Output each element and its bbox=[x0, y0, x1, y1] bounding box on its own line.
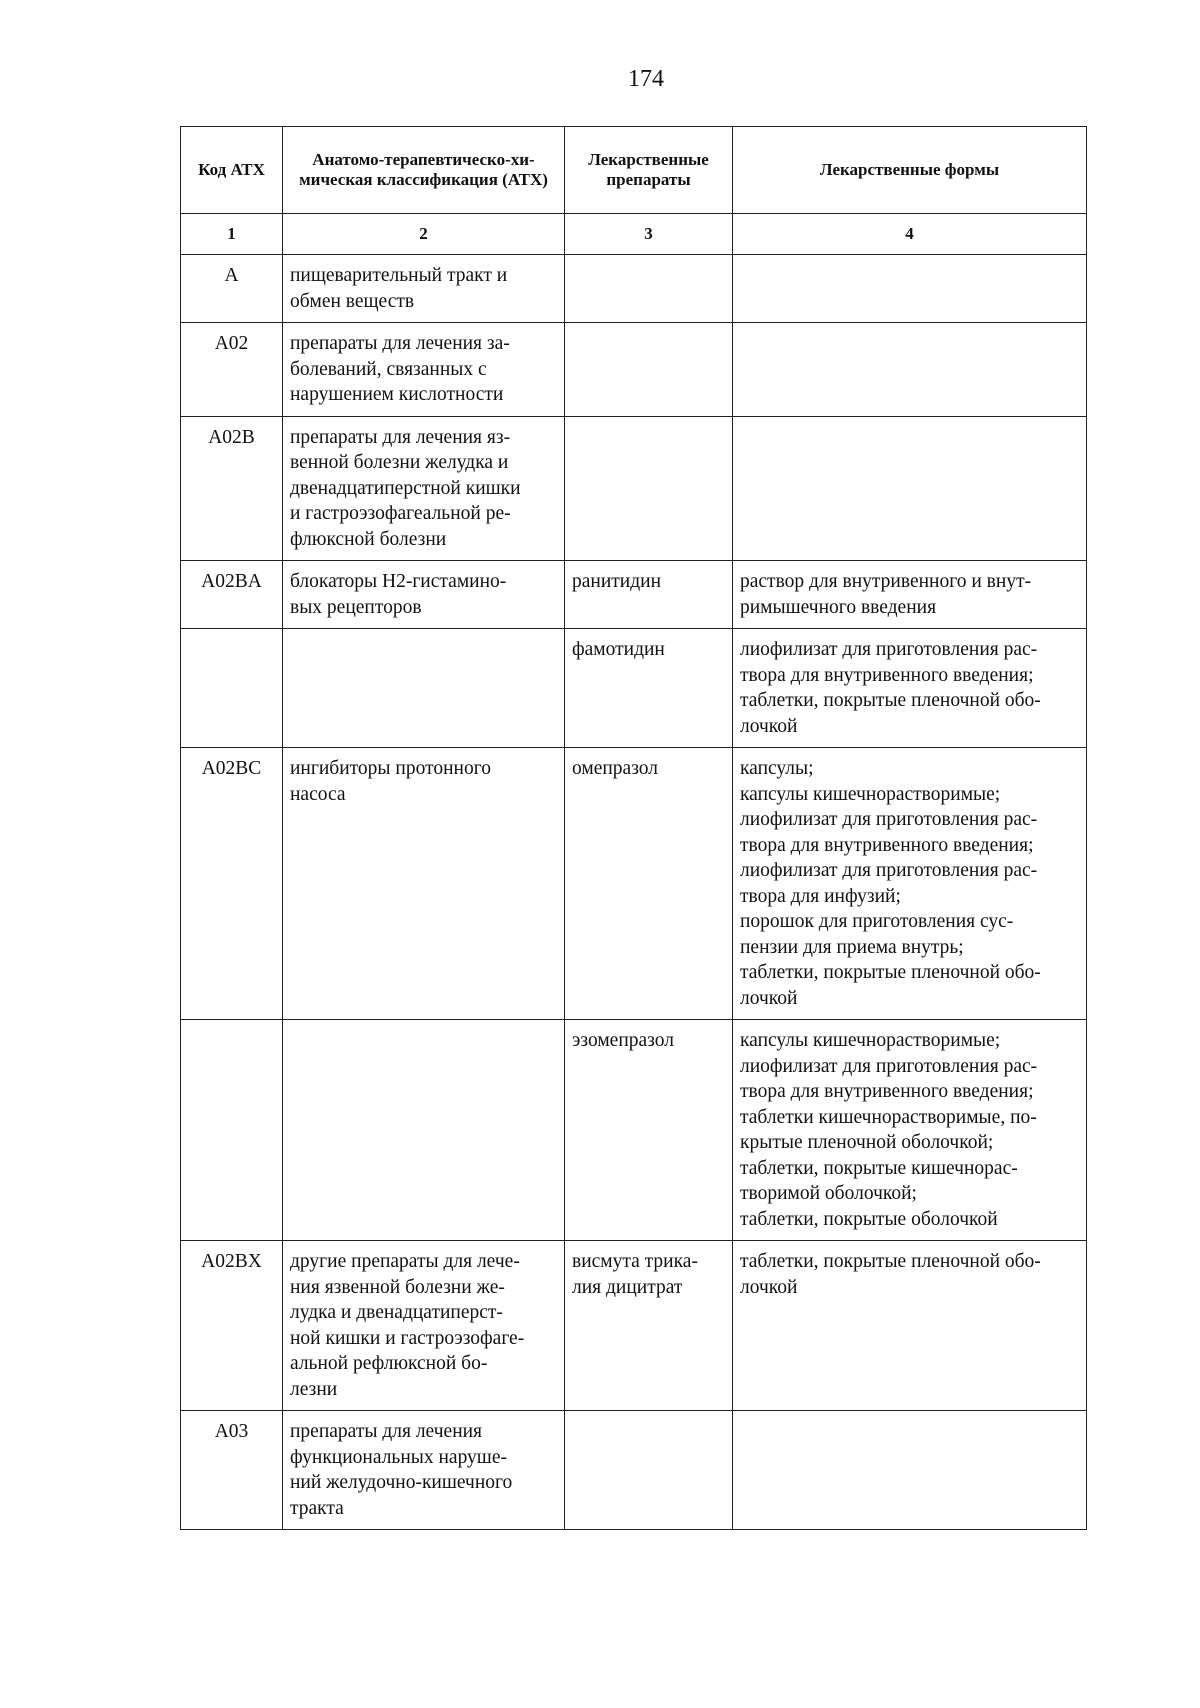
column-number: 4 bbox=[733, 214, 1087, 255]
atx-code-cell: A bbox=[181, 255, 283, 323]
atx-code-cell: A02BC bbox=[181, 748, 283, 1020]
atx-code-cell: A02B bbox=[181, 416, 283, 561]
header-atx-code: Код АТХ bbox=[181, 127, 283, 214]
classification-cell: блокаторы H2-гистамино- вых рецепторов bbox=[283, 561, 565, 629]
atx-code-cell: A02 bbox=[181, 323, 283, 417]
classification-cell bbox=[283, 629, 565, 748]
column-number: 3 bbox=[565, 214, 733, 255]
table-row bbox=[181, 255, 1087, 323]
classification-cell: другие препараты для лече- ния язвенной болезни же- лудка и двенадцатиперст- ной кишки и гастроэзофаге- альной рефлюксной бо- лезни bbox=[283, 1241, 565, 1411]
drug-cell: эзомепразол bbox=[565, 1020, 733, 1241]
header-drugs: Лекарственные препараты bbox=[565, 127, 733, 214]
classification-cell bbox=[283, 1020, 565, 1241]
table-row bbox=[181, 323, 1087, 417]
forms-cell: раствор для внутривенного и внут- римышечного введения bbox=[733, 561, 1087, 629]
column-number: 1 bbox=[181, 214, 283, 255]
table-row bbox=[181, 416, 1087, 561]
table-row bbox=[181, 1020, 1087, 1241]
column-number: 2 bbox=[283, 214, 565, 255]
forms-cell: капсулы кишечнорастворимые; лиофилизат для приготовления рас- твора для внутривенного введения; таблетки кишечнорастворимые, по- крытые пленочной оболочкой; таблетки, покрытые кишечнорас- творимой оболочкой; таблетки, покрытые оболочкой bbox=[733, 1020, 1087, 1241]
table-row bbox=[181, 1241, 1087, 1411]
table-row bbox=[181, 1411, 1087, 1530]
classification-cell: препараты для лечения яз- венной болезни желудка и двенадцатиперстной кишки и гастроэзофагеальной ре- флюксной болезни bbox=[283, 416, 565, 561]
classification-cell: пищеварительный тракт и обмен веществ bbox=[283, 255, 565, 323]
table-row bbox=[181, 748, 1087, 1020]
classification-cell: ингибиторы протонного насоса bbox=[283, 748, 565, 1020]
classification-cell: препараты для лечения функциональных наруше- ний желудочно-кишечного тракта bbox=[283, 1411, 565, 1530]
drug-cell bbox=[565, 255, 733, 323]
drug-cell: омепразол bbox=[565, 748, 733, 1020]
forms-cell bbox=[733, 1411, 1087, 1530]
atx-code-cell: A02BX bbox=[181, 1241, 283, 1411]
drug-cell: ранитидин bbox=[565, 561, 733, 629]
atx-code-cell: A02BA bbox=[181, 561, 283, 629]
table-row bbox=[181, 561, 1087, 629]
forms-cell: капсулы; капсулы кишечнорастворимые; лиофилизат для приготовления рас- твора для внутривенного введения; лиофилизат для приготовления рас- твора для инфузий; порошок для приготовления сус- пензии для приема внутрь; таблетки, покрытые пленочной обо- лочкой bbox=[733, 748, 1087, 1020]
page-number: 174 bbox=[628, 66, 664, 92]
forms-cell bbox=[733, 323, 1087, 417]
header-atx-classification: Анатомо-терапевтическо-хи- мическая классификация (АТХ) bbox=[283, 127, 565, 214]
classification-cell: препараты для лечения за- болеваний, связанных с нарушением кислотности bbox=[283, 323, 565, 417]
forms-cell: таблетки, покрытые пленочной обо- лочкой bbox=[733, 1241, 1087, 1411]
table-row bbox=[181, 629, 1087, 748]
column-number-row bbox=[181, 214, 1087, 255]
drug-cell bbox=[565, 1411, 733, 1530]
atx-code-cell bbox=[181, 629, 283, 748]
atx-code-cell: A03 bbox=[181, 1411, 283, 1530]
drug-cell: фамотидин bbox=[565, 629, 733, 748]
forms-cell bbox=[733, 416, 1087, 561]
header-dosage-forms: Лекарственные формы bbox=[733, 127, 1087, 214]
drug-cell bbox=[565, 416, 733, 561]
table-header-row bbox=[181, 127, 1087, 214]
atx-table bbox=[180, 126, 1087, 1530]
forms-cell bbox=[733, 255, 1087, 323]
drug-cell bbox=[565, 323, 733, 417]
drug-cell: висмута трика- лия дицитрат bbox=[565, 1241, 733, 1411]
atx-code-cell bbox=[181, 1020, 283, 1241]
forms-cell: лиофилизат для приготовления рас- твора для внутривенного введения; таблетки, покрытые пленочной обо- лочкой bbox=[733, 629, 1087, 748]
